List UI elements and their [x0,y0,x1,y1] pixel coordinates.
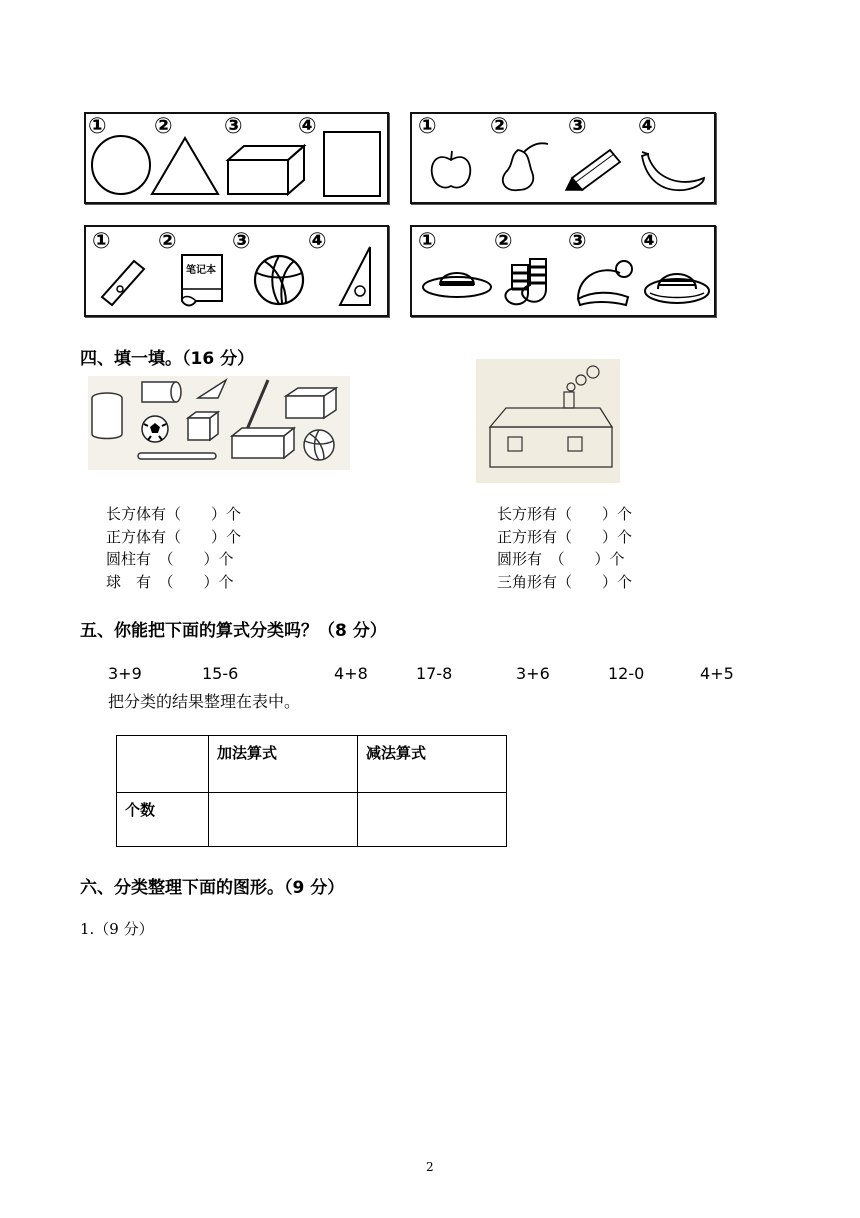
ball-icon [302,428,336,462]
fill-line: 正方形有（ ）个 [497,528,633,546]
football-icon [140,414,170,444]
knit-cap-icon [572,255,636,307]
solids-picture [88,376,350,470]
fill-line: 球 有 （ ）个 [106,573,234,591]
straw-hat-icon [642,259,712,307]
option-number: ③ [568,114,587,139]
ruler-icon [98,257,148,307]
option-number: ② [494,229,513,254]
section6-title: 六、分类整理下面的图形。（9 分） [80,878,345,898]
table-cell-addition-count[interactable] [209,793,358,847]
page-number: 2 [426,1160,434,1174]
clothing-box [410,225,716,317]
cuboid-icon [226,144,306,196]
fill-line: 三角形有（ ）个 [497,573,633,591]
pear-icon [496,140,552,194]
small-triangle-icon [196,378,228,402]
socks-icon [500,255,570,309]
option-number: ① [418,114,437,139]
option-number: ② [490,114,509,139]
option-number: ① [92,229,111,254]
option-number: ③ [568,229,587,254]
option-number: ④ [298,114,317,139]
set-square-icon [336,243,376,309]
house-picture [476,359,620,483]
basketball-icon [252,253,306,307]
triangle-icon [150,136,220,196]
box-solid-icon [284,386,338,422]
question-item: 1.（9 分） [80,920,154,938]
circle-icon [90,134,152,196]
stationery-box [84,225,389,317]
notebook-label: 笔记本 [186,265,216,276]
expression: 4+5 [700,664,734,683]
expression: 17-8 [416,664,453,683]
banana-icon [638,150,708,194]
shapes-box [84,112,389,204]
expression: 3+9 [108,664,142,683]
fill-line: 长方形有（ ）个 [497,505,633,523]
table-header-subtraction: 减法算式 [358,736,507,793]
table-header-addition: 加法算式 [209,736,358,793]
fruits-box [410,112,716,204]
fill-line: 长方体有（ ）个 [106,505,242,523]
apple-icon [428,148,474,192]
house-icon [476,359,620,483]
option-number: ④ [308,229,327,254]
expression: 4+8 [334,664,368,683]
table-header-blank [117,736,209,793]
classification-table [116,735,507,847]
option-number: ② [154,114,173,139]
hat-icon [420,263,494,303]
table-instruction: 把分类的结果整理在表中。 [108,692,301,711]
fill-line: 圆形有 （ ）个 [497,550,625,568]
option-number: ① [418,229,437,254]
fill-line: 圆柱有 （ ）个 [106,550,234,568]
table-row-label: 个数 [117,793,209,847]
option-number: ② [158,229,177,254]
expression: 12-0 [608,664,645,683]
pencil-icon [562,144,626,192]
notebook-icon [178,251,226,309]
cylinder-icon [90,392,124,442]
option-number: ① [88,114,107,139]
fill-line: 正方体有（ ）个 [106,528,242,546]
option-number: ③ [224,114,243,139]
rod-icon [136,450,220,462]
option-number: ④ [638,114,657,139]
lying-cylinder-icon [136,380,182,404]
expression: 15-6 [202,664,239,683]
long-box-icon [230,426,296,462]
option-number: ③ [232,229,251,254]
section5-title: 五、你能把下面的算式分类吗？（8 分） [80,621,387,641]
option-number: ④ [640,229,659,254]
cube-icon [186,410,220,442]
section4-title: 四、填一填。（16 分） [80,349,255,369]
expression: 3+6 [516,664,550,683]
rectangle-icon [322,130,382,198]
table-cell-subtraction-count[interactable] [358,793,507,847]
